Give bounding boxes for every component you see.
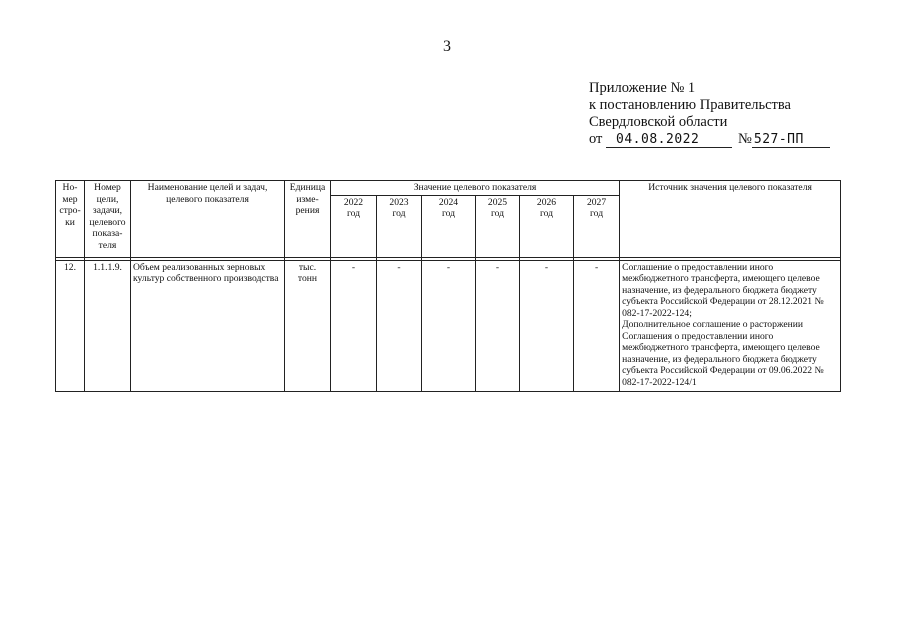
cell-value: - xyxy=(422,260,476,391)
date-prefix: от xyxy=(589,131,603,147)
header-year: 2023 год xyxy=(377,195,422,257)
cell-goal-number: 1.1.1.9. xyxy=(85,260,131,391)
header-unit: Единица изме- рения xyxy=(285,181,331,258)
header-row-top xyxy=(56,181,841,196)
indicators-table xyxy=(55,180,841,392)
header-name: Наименование целей и задач, целевого показателя xyxy=(131,181,285,258)
header-source: Источник значения целевого показателя xyxy=(620,181,841,258)
header-year: 2024 год xyxy=(422,195,476,257)
number-prefix: № xyxy=(738,131,752,147)
cell-value: - xyxy=(476,260,520,391)
date-value: 04.08.2022 xyxy=(606,133,732,148)
header-year: 2026 год xyxy=(520,195,574,257)
cell-name: Объем реализованных зерновых культур собственного производства xyxy=(131,260,285,391)
cell-value: - xyxy=(574,260,620,391)
cell-value: - xyxy=(520,260,574,391)
appendix-block xyxy=(589,80,830,148)
header-year: 2022 год xyxy=(331,195,377,257)
appendix-resolution: к постановлению Правительства xyxy=(589,97,791,113)
header-row-number: Но- мер стро- ки xyxy=(56,181,85,258)
appendix-title: Приложение № 1 xyxy=(589,80,696,96)
header-goal-number: Номер цели, задачи, целевого показа- теля xyxy=(85,181,131,258)
cell-source: Соглашение о предоставлении иного межбюджетного трансферта, имеющего целевое назначение, из федерального бюджета бюджету субъекта Российской Федерации от 28.12.2021 № 082-17-2022-124; Дополнительное соглашение о расторжении Соглашения о предоставлении иного межбюджетного трансферта, имеющего целевое назначение, из федерального бюджета бюджету субъекта Российской Федерации от 09.06.2022 № 082-17-2022-124/1 xyxy=(620,260,841,391)
number-value: 527-ПП xyxy=(752,133,830,148)
page-number: 3 xyxy=(443,38,451,55)
header-year: 2025 год xyxy=(476,195,520,257)
appendix-date-line xyxy=(589,131,830,148)
table-row xyxy=(56,260,841,391)
cell-value: - xyxy=(331,260,377,391)
appendix-region: Свердловской области xyxy=(589,114,728,130)
cell-unit: тыс. тонн xyxy=(285,260,331,391)
header-year: 2027 год xyxy=(574,195,620,257)
cell-value: - xyxy=(377,260,422,391)
cell-row-number: 12. xyxy=(56,260,85,391)
header-value-group: Значение целевого показателя xyxy=(331,181,620,196)
